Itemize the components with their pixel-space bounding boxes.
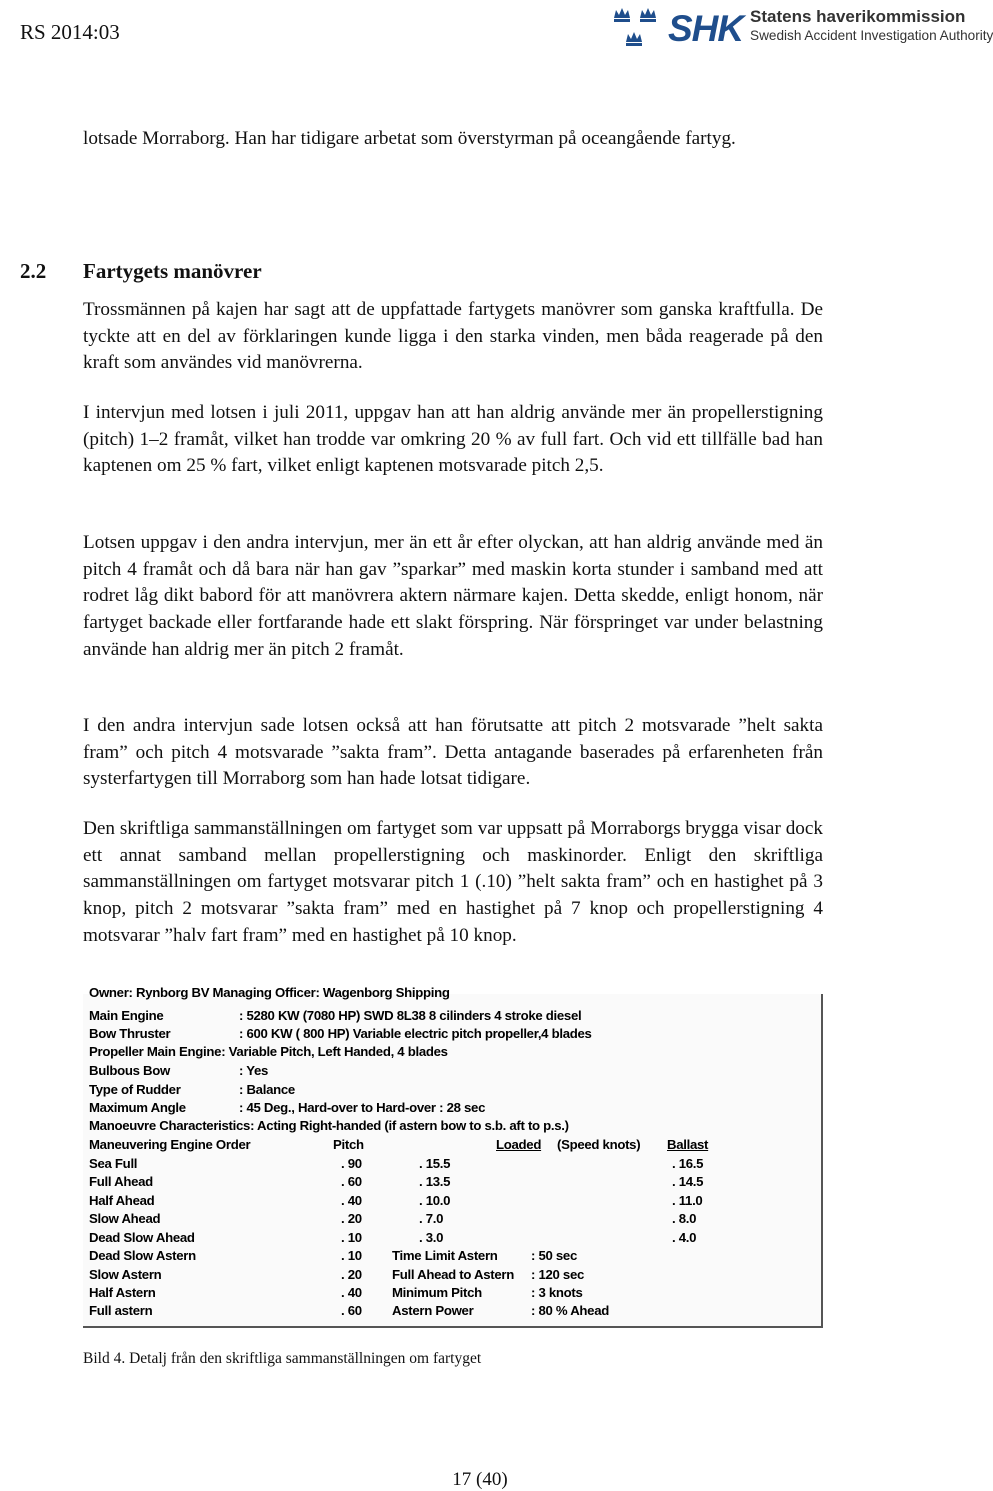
order-loaded: . 3.0 [419,1230,444,1245]
spec-value: : 5280 KW (7080 HP) SWD 8L38 8 cilinders 4 stroke diesel [239,1008,582,1023]
order-row [89,1211,809,1226]
astern-value: : 3 knots [531,1285,583,1300]
paragraph-written-summary: Den skriftliga sammanställningen om fartyget som var uppsatt på Morraborgs brygga visar dock ett annat samband mellan propellerstigning och maskinorder. Enligt den skriftliga sammanställningen om fartyget motsvarar pitch 1 (.10) ”helt sakta fram” och en hastighet på 3 knop, pitch 2 motsvarar ”sakta fram” med en hastighet på 7 knop och propellerstigning 4 motsvarar ”halv fart fram” med en hastighet på 10 knop. [83,818,823,946]
spec-value: : Variable Pitch, Left Handed, 4 blades [221,1044,448,1059]
logo-title: Statens haverikommission [750,7,966,26]
order-name: Slow Astern [89,1267,162,1282]
spec-row [89,1044,448,1059]
spec-row [89,1008,582,1023]
astern-value: : 120 sec [531,1267,585,1282]
order-name: Full Ahead [89,1174,153,1189]
shk-logo [612,6,993,49]
section-title: Fartygets manövrer [83,259,262,283]
order-ballast: . 4.0 [672,1230,697,1245]
order-row [89,1193,809,1208]
spec-label: Maximum Angle [89,1100,186,1115]
order-row [89,1230,809,1245]
spec-value: : Acting Right-handed (if astern bow to s.b. aft to p.s.) [250,1118,569,1133]
order-loaded: . 7.0 [419,1211,444,1226]
header-ballast: Ballast [667,1137,709,1152]
order-row [89,1303,809,1318]
order-pitch: . 60 [341,1303,362,1318]
order-row [89,1267,809,1282]
paragraph-interview-2: Lotsen uppgav i den andra intervjun, mer än ett år efter olyckan, att han aldrig använde med än pitch 4 framåt och då bara när han gav ”sparkar” med maskin korta stunder i samband med att rodret låg dikt babord för att manövrera aktern närmare kajen. Detta skedde, enligt honom, när fartyget backade eller fortfarande hade ett slakt förspring. När förspringet var under belastning använde han aldrig mer än pitch 2 framåt. [83,532,823,660]
spec-label: Bow Thruster [89,1026,171,1041]
spec-row [89,1026,592,1041]
shk-wordmark: SHK [668,8,744,49]
order-name: Sea Full [89,1156,138,1171]
astern-value: : 80 % Ahead [531,1303,609,1318]
order-loaded: . 10.0 [419,1193,451,1208]
order-name: Slow Ahead [89,1211,161,1226]
spec-row [89,1118,569,1133]
order-loaded: . 15.5 [419,1156,451,1171]
order-pitch: . 40 [341,1193,362,1208]
spec-label: Propeller Main Engine [89,1044,222,1059]
order-pitch: . 40 [341,1285,362,1300]
section-number: 2.2 [20,259,47,283]
order-name: Half Astern [89,1285,156,1300]
order-ballast: . 11.0 [672,1193,703,1208]
order-row [89,1248,809,1263]
paragraph-assumption: I den andra intervjun sade lotsen också att han förutsatte att pitch 2 motsvarade ”helt sakta fram” och pitch 4 motsvarade ”sakta fram”. Detta antagande baserades på erfarenheten från systerfartygen till Morraborg som han hade lotsat tidigare. [83,715,823,790]
spec-label: Type of Rudder [89,1082,181,1097]
header-order: Maneuvering Engine Order [89,1137,251,1152]
page-number: 17 (40) [452,1469,508,1490]
spec-owner-line: Owner: Rynborg BV Managing Officer: Wagenborg Shipping [89,985,450,1000]
order-name: Dead Slow Ahead [89,1230,195,1245]
order-ballast: . 14.5 [672,1174,704,1189]
paragraph-intro: lotsade Morraborg. Han har tidigare arbetat som överstyrman på oceangående fartyg. [83,128,736,149]
spec-value: : Balance [239,1082,295,1097]
paragraph-interview-1: I intervjun med lotsen i juli 2011, uppgav han att han aldrig använde mer än propellerstigning (pitch) 1–2 framåt, vilket han trodde var omkring 20 % av full fart. Och vid ett tillfälle bad han kaptenen om 25 % fart, vilket enligt kaptenen motsvarade pitch 2,5. [83,402,823,477]
spec-label: Main Engine [89,1008,164,1023]
figure-caption: Bild 4. Detalj från den skriftliga sammanställningen om fartyget [83,1350,482,1367]
astern-value: : 50 sec [531,1248,577,1263]
spec-row [89,1082,295,1097]
logo-subtitle: Swedish Accident Investigation Authority [750,28,993,43]
order-row [89,1174,809,1189]
spec-label: Bulbous Bow [89,1063,170,1078]
order-pitch: . 20 [341,1211,362,1226]
ship-spec-figure [83,985,823,1328]
astern-label: Time Limit Astern [392,1248,498,1263]
header-pitch: Pitch [333,1137,364,1152]
astern-label: Astern Power [392,1303,474,1318]
order-ballast: . 8.0 [672,1211,697,1226]
spec-value: : 600 KW ( 800 HP) Variable electric pitch propeller,4 blades [239,1026,592,1041]
order-pitch: . 90 [341,1156,362,1171]
order-pitch: . 60 [341,1174,362,1189]
order-table-header [89,1137,809,1152]
order-name: Dead Slow Astern [89,1248,196,1263]
spec-label: Manoeuvre Characteristics [89,1118,251,1133]
spec-value: : Yes [239,1063,269,1078]
astern-label: Full Ahead to Astern [392,1267,514,1282]
three-crowns-icon [612,6,662,48]
order-name: Half Ahead [89,1193,155,1208]
report-reference: RS 2014:03 [20,20,120,44]
astern-label: Minimum Pitch [392,1285,482,1300]
spec-row [89,1063,269,1078]
order-pitch: . 10 [341,1248,362,1263]
spec-value: : 45 Deg., Hard-over to Hard-over : 28 sec [239,1100,486,1115]
section-heading [20,259,262,284]
order-pitch: . 20 [341,1267,362,1282]
order-row [89,1285,809,1300]
order-loaded: . 13.5 [419,1174,451,1189]
order-row [89,1156,809,1171]
order-ballast: . 16.5 [672,1156,704,1171]
header-loaded: Loaded [496,1137,542,1152]
spec-row [89,1100,486,1115]
paragraph-crew: Trossmännen på kajen har sagt att de uppfattade fartygets manövrer som ganska kraftfulla. De tyckte att en del av förklaringen kunde ligga i den starka vinden, men båda reagerade på den kraft som användes vid manövrerna. [83,299,823,374]
header-speed: (Speed knots) [557,1137,641,1152]
order-name: Full astern [89,1303,153,1318]
order-pitch: . 10 [341,1230,362,1245]
